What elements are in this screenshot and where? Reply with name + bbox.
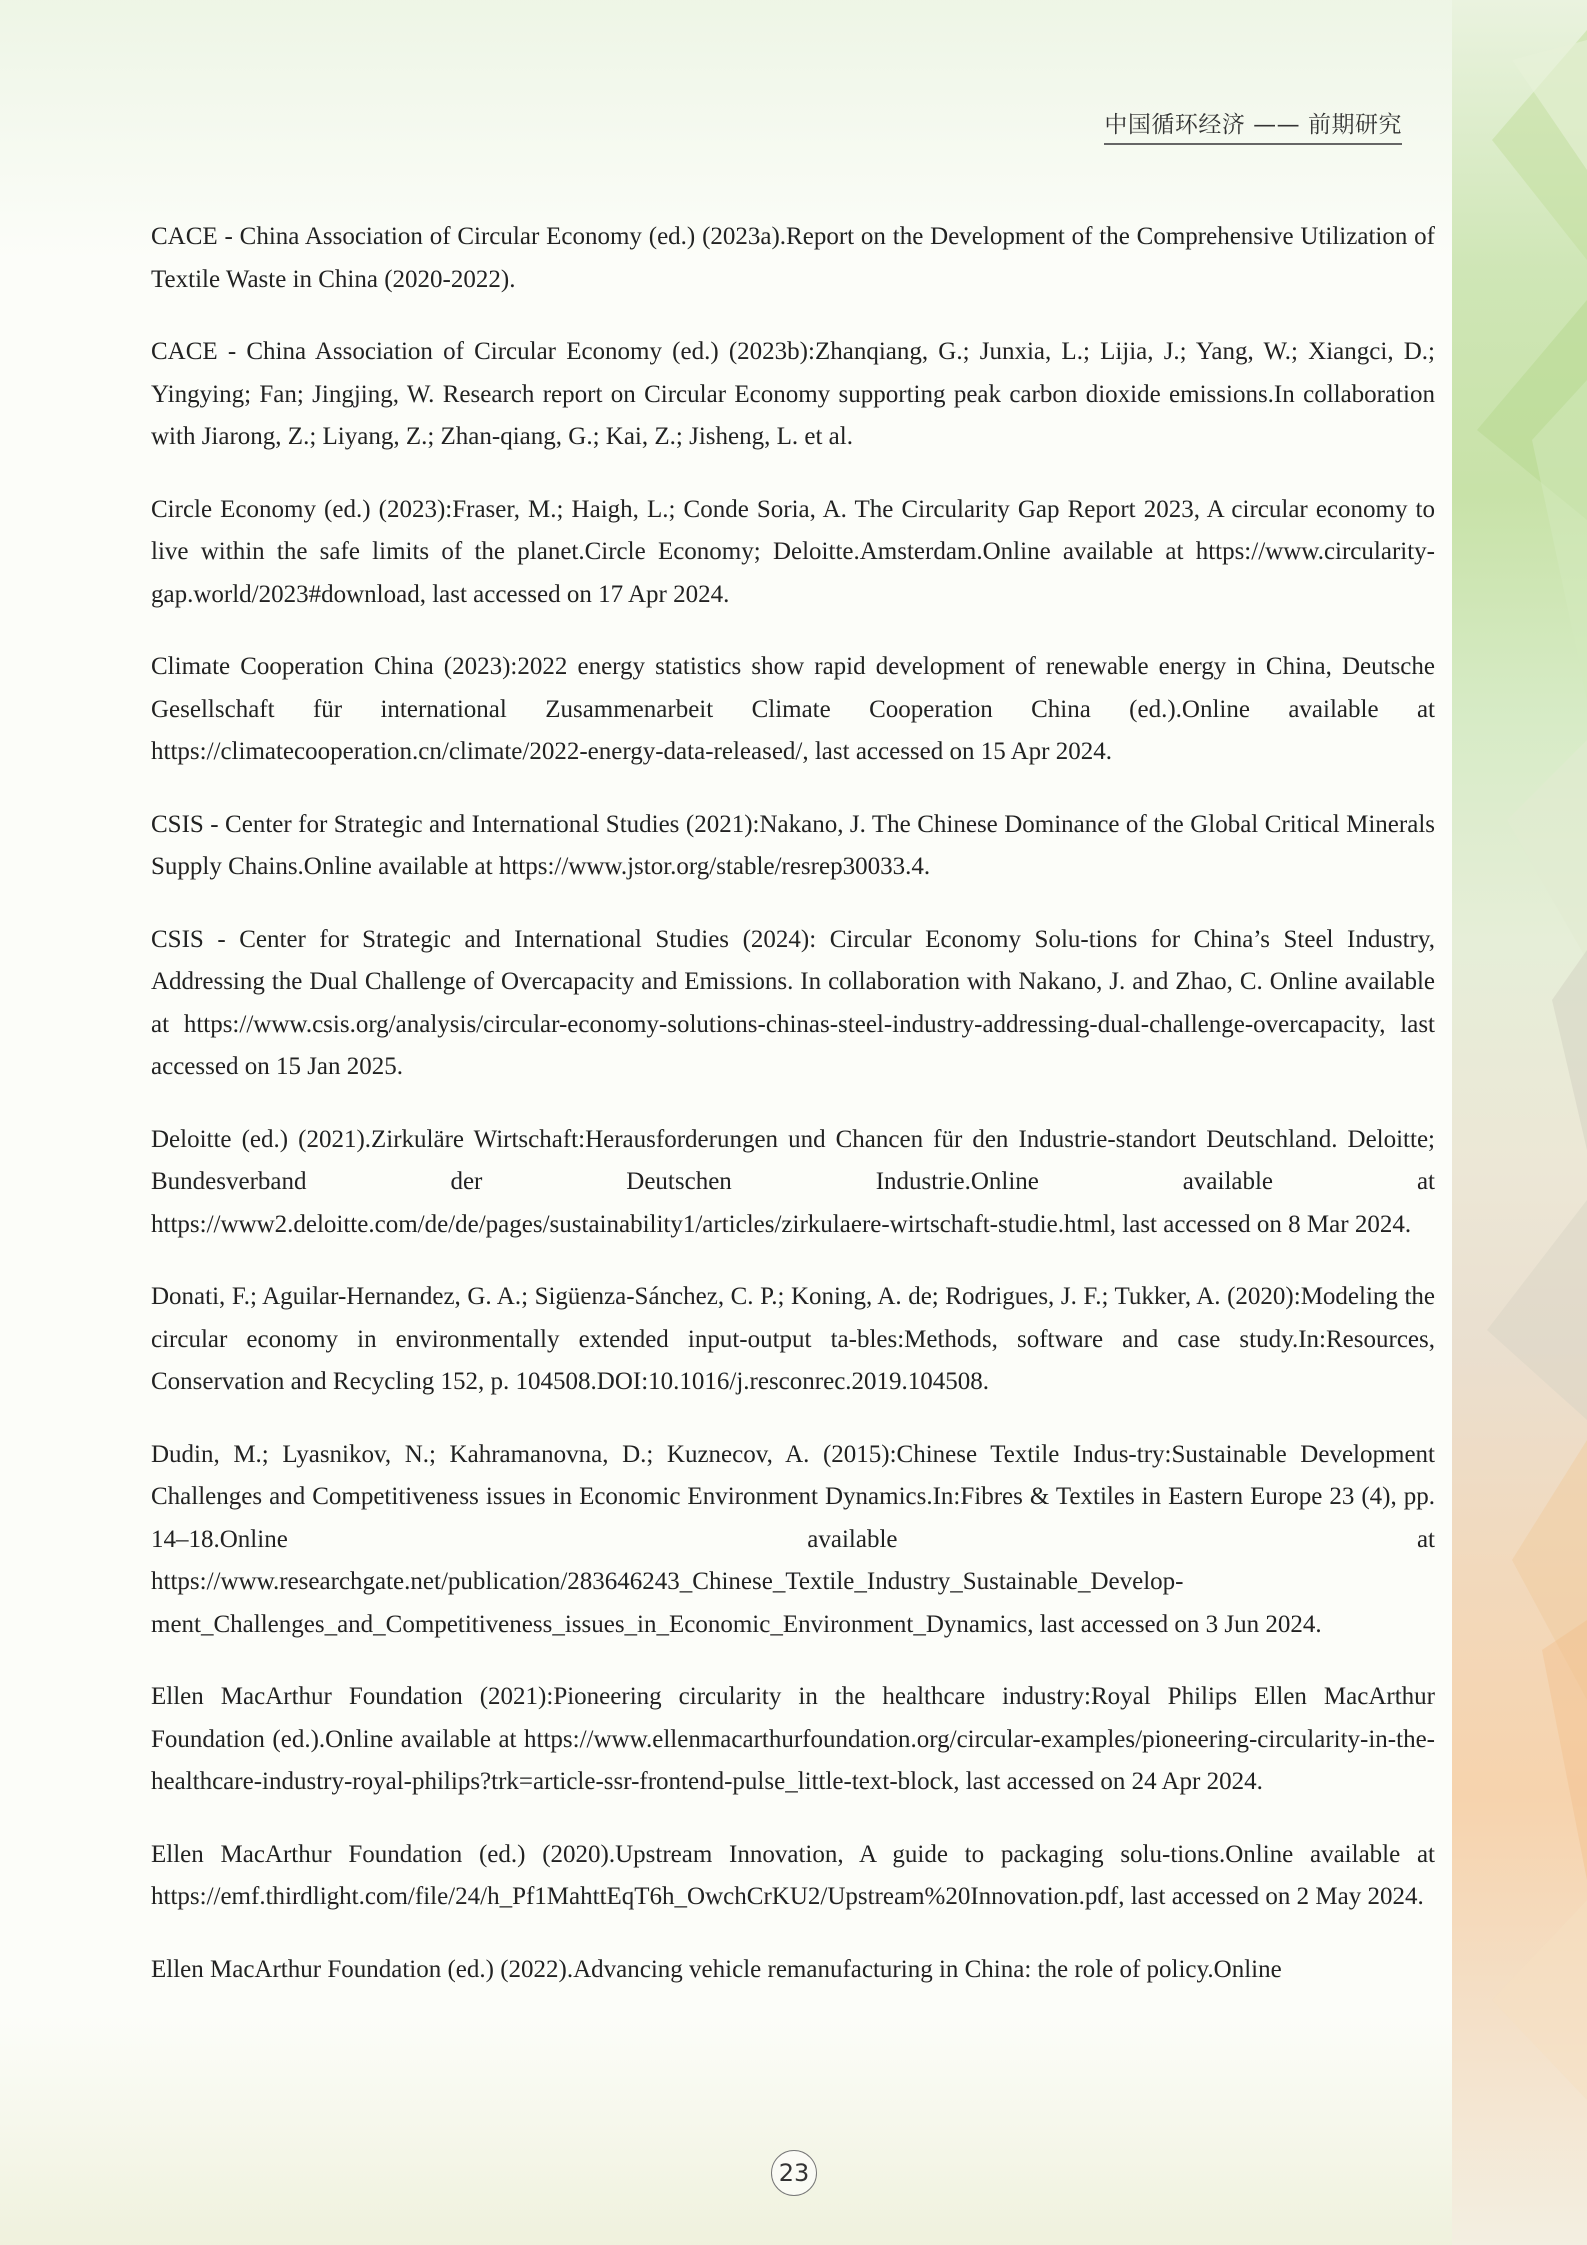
reference-entry: Donati, F.; Aguilar-Hernandez, G. A.; Sigüenza-Sánchez, C. P.; Koning, A. de; Rodrigues, J. F.; Tukker, A. (2020):Modeling the circular economy in environmentally extended input-output ta-bles:Methods, software and case study.In:Resources, Conservation and Recycling 152, p. 104508.DOI:10.1016/j.resconrec.2019.104508. <box>151 1283 1435 1395</box>
reference-entry: CSIS - Center for Strategic and International Studies (2024): Circular Economy Solu-tions for China’s Steel Industry, Addressing the Dual Challenge of Overcapacity and Emissions. In collaboration with Nakano, J. and Zhao, C. Online available at https://www.csis.org/analysis/circular-economy-solutions-chinas-steel-industry-addressing-dual-challenge-overcapacity, last accessed on 15 Jan 2025. <box>151 925 1435 1080</box>
reference-entry: Climate Cooperation China (2023):2022 energy statistics show rapid development of renewable energy in China, Deutsche Gesellschaft für international Zusammenarbeit Climate Cooperation China (ed.).Online available at https://climatecooperation.cn/climate/2022-energy-data-released/, last accessed on 15 Apr 2024. <box>151 653 1435 765</box>
references-list <box>151 216 1435 2021</box>
reference-entry: Ellen MacArthur Foundation (ed.) (2020).Upstream Innovation, A guide to packaging solu-tions.Online available at https://emf.thirdlight.com/file/24/h_Pf1MahttEqT6h_OwchCrKU2/Upstream%20Innovation.pdf, last accessed on 2 May 2024. <box>151 1840 1435 1910</box>
reference-entry: Ellen MacArthur Foundation (ed.) (2022).Advancing vehicle remanufacturing in China: the role of policy.Online <box>151 1955 1282 1983</box>
reference-entry: CACE - China Association of Circular Economy (ed.) (2023b):Zhanqiang, G.; Junxia, L.; Lijia, J.; Yang, W.; Xiangci, D.; Yingying; Fan; Jingjing, W. Research report on Circular Economy supporting peak carbon dioxide emissions.In collaboration with Jiarong, Z.; Liyang, Z.; Zhan-qiang, G.; Kai, Z.; Jisheng, L. et al. <box>151 338 1435 450</box>
reference-entry: Ellen MacArthur Foundation (2021):Pioneering circularity in the healthcare industry:Royal Philips Ellen MacArthur Foundation (ed.).Online available at https://www.ellenmacarthurfoundation.org/circular-examples/pioneering-circularity-in-the-healthcare-industry-royal-philips?trk=article-ssr-frontend-pulse_little-text-block, last accessed on 24 Apr 2024. <box>151 1683 1435 1795</box>
running-header: 中国循环经济 —— 前期研究 <box>1104 106 1402 145</box>
page-number: 23 <box>771 2150 817 2196</box>
reference-entry: Deloitte (ed.) (2021).Zirkuläre Wirtschaft:Herausforderungen und Chancen für den Industrie-standort Deutschland. Deloitte; Bundesverband der Deutschen Industrie.Online available at https://www2.deloitte.com/de/de/pages/sustainability1/articles/zirkulaere-wirtschaft-studie.html, last accessed on 8 Mar 2024. <box>151 1125 1435 1238</box>
decorative-side-band <box>1452 0 1587 2245</box>
reference-entry: Dudin, M.; Lyasnikov, N.; Kahramanovna, D.; Kuznecov, A. (2015):Chinese Textile Indus-try:Sustainable Development Challenges and Competitiveness issues in Economic Environment Dynamics.In:Fibres & Textiles in Eastern Europe 23 (4), pp. 14–18.Online available at https://www.researchgate.net/publication/283646243_Chinese_Textile_Industry_Sustainable_Develop-ment_Challenges_and_Competitiveness_issues_in_Economic_Environment_Dynamics, last accessed on 3 Jun 2024. <box>151 1440 1435 1638</box>
decorative-polygons <box>1452 0 1587 2245</box>
reference-entry: CSIS - Center for Strategic and International Studies (2021):Nakano, J. The Chinese Dominance of the Global Critical Minerals Supply Chains.Online available at https://www.jstor.org/stable/resrep30033.4. <box>151 810 1435 880</box>
reference-entry: Circle Economy (ed.) (2023):Fraser, M.; Haigh, L.; Conde Soria, A. The Circularity Gap Report 2023, A circular economy to live within the safe limits of the planet.Circle Economy; Deloitte.Amsterdam.Online available at https://www.circularity-gap.world/2023#download, last accessed on 17 Apr 2024. <box>151 495 1435 608</box>
reference-entry: CACE - China Association of Circular Economy (ed.) (2023a).Report on the Development of the Comprehensive Utilization of Textile Waste in China (2020-2022). <box>151 223 1435 293</box>
